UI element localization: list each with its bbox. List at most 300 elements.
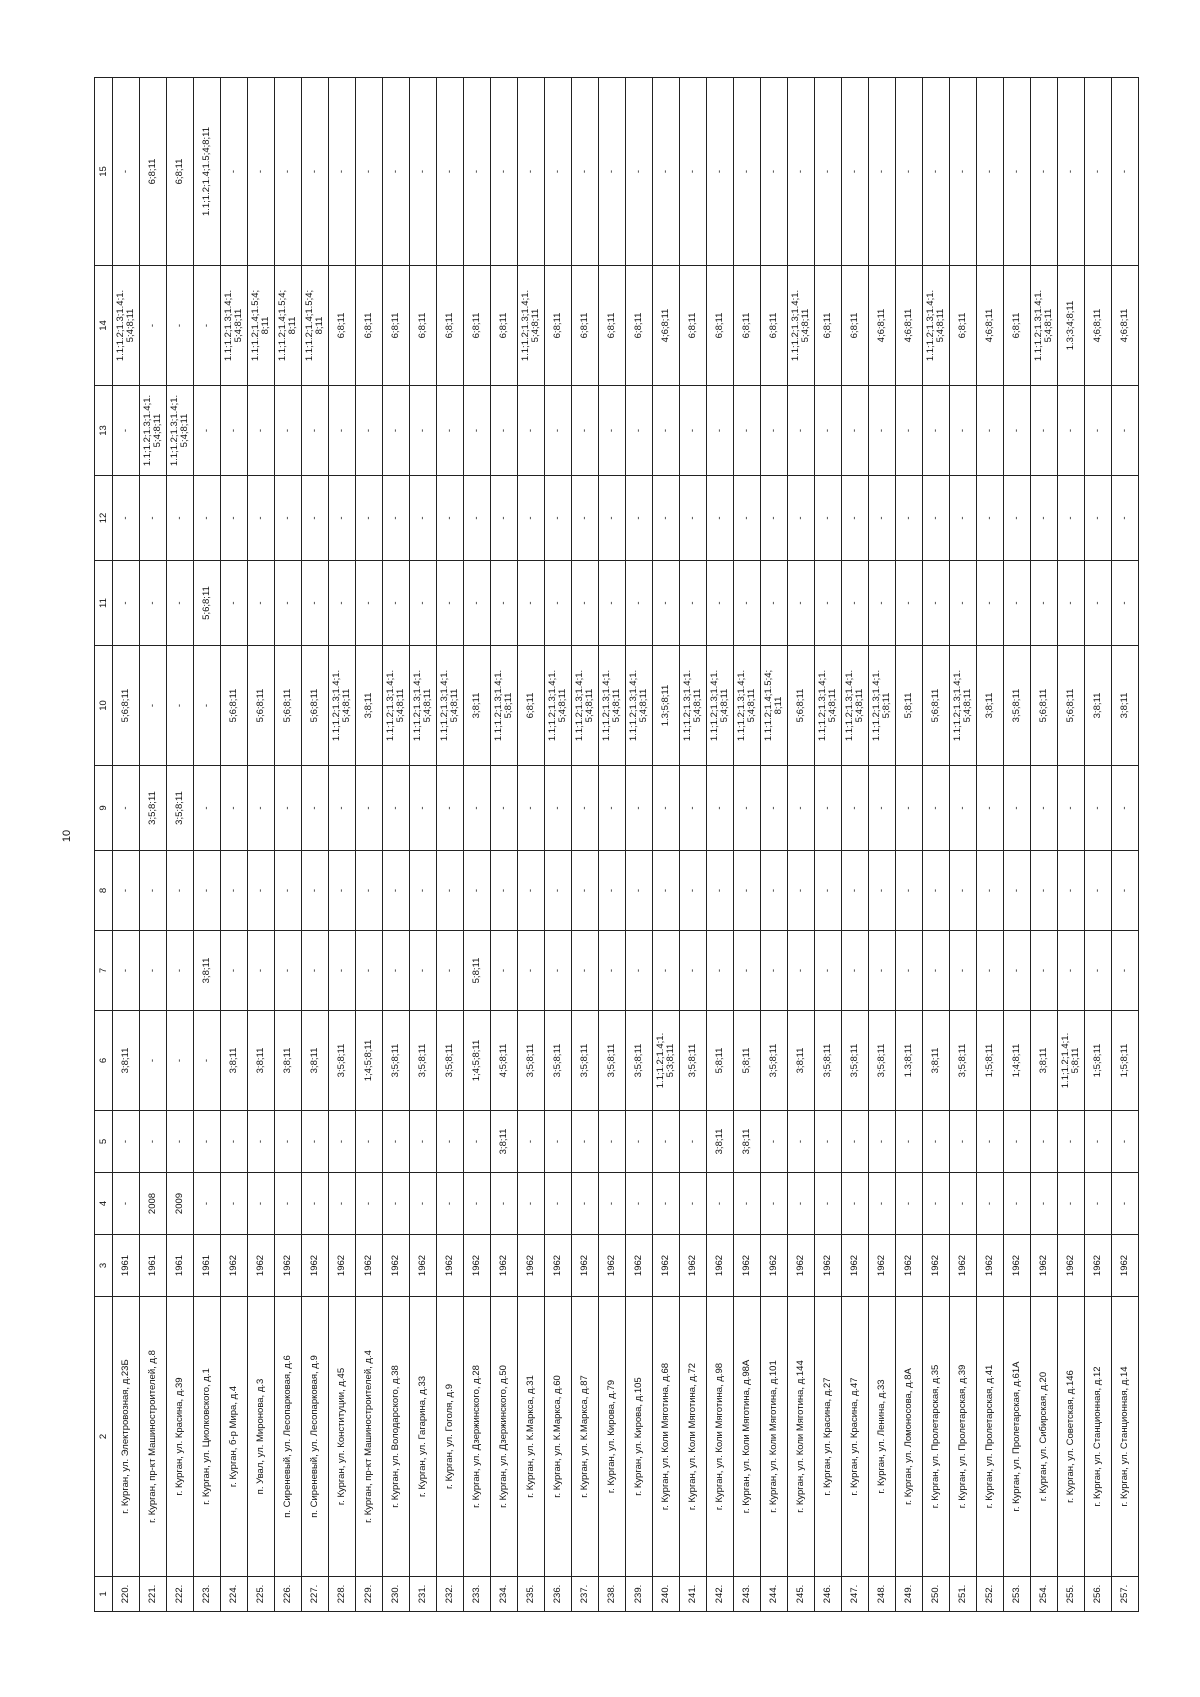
table-cell: - [1112,851,1139,931]
table-cell: - [680,766,707,851]
table-cell: - [437,1173,464,1235]
table-cell: - [167,931,194,1011]
table-cell: 1;4;8;11 [1004,1011,1031,1111]
table-cell: - [626,476,653,561]
table-cell: - [626,78,653,266]
table-cell: - [329,561,356,646]
table-cell: - [221,476,248,561]
table-body [113,78,1139,1612]
address-cell: г. Курган, ул. Ломоносова, д.8А [896,1297,923,1577]
column-header-3: 3 [95,1235,113,1297]
column-header-5: 5 [95,1111,113,1173]
address-cell: г. Курган, пр-кт Машиностроителей, д.4 [356,1297,383,1577]
table-cell: 6;8;11 [950,266,977,386]
table-cell: - [194,1011,221,1111]
table-cell: - [1085,931,1112,1011]
table-row [1058,78,1085,1612]
table-cell: - [167,476,194,561]
table-cell: - [302,1173,329,1235]
row-number-cell: 233. [464,1577,491,1612]
table-cell: 1.1;1.2;1.3;1.4;1. 5;4;8;11 [842,646,869,766]
table-cell: - [869,931,896,1011]
table-cell: - [410,766,437,851]
table-cell: - [518,78,545,266]
table-cell: - [545,766,572,851]
table-cell: - [140,1011,167,1111]
table-cell: - [1058,1173,1085,1235]
row-number-cell: 235. [518,1577,545,1612]
table-cell: 1.1;1.2;1.4;1.5;4;8;11 [194,78,221,266]
row-number-cell: 237. [572,1577,599,1612]
table-cell: - [545,386,572,476]
table-cell: - [815,78,842,266]
table-cell: - [248,1173,275,1235]
table-cell: - [950,386,977,476]
table-cell: - [1031,766,1058,851]
table-cell: - [815,766,842,851]
table-cell: - [221,386,248,476]
table-cell: - [1112,476,1139,561]
table-cell: 3;5;8;11 [437,1011,464,1111]
table-row [518,78,545,1612]
table-cell: - [113,561,140,646]
table-cell: - [545,78,572,266]
table-cell: 6;8;11 [437,266,464,386]
table-cell: 6;8;11 [329,266,356,386]
table-cell: 1;4;5;8;11 [356,1011,383,1111]
table-row [140,78,167,1612]
address-cell: г. Курган, ул. Советская, д.146 [1058,1297,1085,1577]
table-cell: - [383,766,410,851]
column-header-6: 6 [95,1011,113,1111]
table-cell: - [653,851,680,931]
table-cell: 1;4;5;8;11 [464,1011,491,1111]
table-cell: - [1031,1173,1058,1235]
table-cell: - [842,931,869,1011]
table-cell: 3;5;8;11 [572,1011,599,1111]
table-cell: - [1085,78,1112,266]
table-cell: 1;5;8;11 [977,1011,1004,1111]
row-number-cell: 228. [329,1577,356,1612]
table-cell: - [356,561,383,646]
table-cell: - [194,766,221,851]
table-cell: 1.1;1.2;1.4;1.5;4; 8;11 [302,266,329,386]
table-cell: - [140,851,167,931]
table-cell: - [896,1173,923,1235]
table-cell: - [140,646,167,766]
table-cell: 6;8;11 [1004,266,1031,386]
table-cell: 5;6;8;11 [923,646,950,766]
column-header-14: 14 [95,266,113,386]
table-cell: - [302,476,329,561]
table-cell: 1.3;3;4;8;11 [1058,266,1085,386]
table-cell: - [1004,386,1031,476]
table-cell: 6;8;11 [464,266,491,386]
table-cell: - [545,561,572,646]
table-cell: 1962 [491,1235,518,1297]
table-row [896,78,923,1612]
table-row [194,78,221,1612]
table-cell: 3;5;8;11 [167,766,194,851]
table-cell: 4;6;8;11 [1112,266,1139,386]
table-cell: 1962 [437,1235,464,1297]
table-cell: - [950,851,977,931]
table-cell: - [167,851,194,931]
table-cell: - [977,386,1004,476]
table-cell: 6;8;11 [545,266,572,386]
table-cell: - [626,851,653,931]
table-cell: - [977,1173,1004,1235]
table-cell: 1;5;8;11 [1112,1011,1139,1111]
table-cell: - [248,851,275,931]
column-header-10: 10 [95,646,113,766]
table-cell: - [248,386,275,476]
table-cell: - [734,386,761,476]
row-number-cell: 243. [734,1577,761,1612]
table-cell: - [923,851,950,931]
row-number-cell: 240. [653,1577,680,1612]
row-number-cell: 257. [1112,1577,1139,1612]
table-cell: - [545,851,572,931]
row-number-cell: 250. [923,1577,950,1612]
table-cell: 4;5;8;11 [491,1011,518,1111]
table-cell: 5;6;8;11 [194,561,221,646]
table-cell: - [329,476,356,561]
table-cell: 6;8;11 [815,266,842,386]
table-cell: - [437,851,464,931]
table-cell: 1962 [842,1235,869,1297]
table-cell: 5;8;11 [464,931,491,1011]
table-cell: 4;6;8;11 [653,266,680,386]
table-cell: - [896,78,923,266]
address-cell: г. Курган, ул. Дзержинского, д.50 [491,1297,518,1577]
table-cell: - [491,561,518,646]
table-cell: - [329,1111,356,1173]
address-cell: г. Курган, ул. Красина, д.39 [167,1297,194,1577]
table-cell: - [950,476,977,561]
table-cell: - [1085,1173,1112,1235]
table-cell: - [410,931,437,1011]
table-row [950,78,977,1612]
table-cell: - [464,386,491,476]
table-cell: - [923,1111,950,1173]
table-cell: 6;8;11 [680,266,707,386]
table-cell: - [788,1111,815,1173]
table-cell: 1961 [113,1235,140,1297]
table-cell: - [950,931,977,1011]
table-cell: - [626,561,653,646]
column-header-15: 15 [95,78,113,266]
table-cell: - [410,1111,437,1173]
table-cell: - [356,1173,383,1235]
row-number-cell: 224. [221,1577,248,1612]
table-row [356,78,383,1612]
table-cell: - [1112,386,1139,476]
table-cell: 1961 [140,1235,167,1297]
table-cell: - [653,766,680,851]
row-number-cell: 249. [896,1577,923,1612]
address-cell: г. Курган, ул. Сибирская, д.20 [1031,1297,1058,1577]
table-cell: 1.1;1.2;1.3;1.4;1. 5;8;11 [869,646,896,766]
table-row [302,78,329,1612]
table-cell: 3;8;11 [977,646,1004,766]
table-cell: - [842,1111,869,1173]
table-cell: 1.1;1.2;1.3;1.4;1. 5;4;8;11 [221,266,248,386]
table-cell: 3;8;11 [464,646,491,766]
table-cell: 1.1;1.2;1.3;1.4;1. 5;4;8;11 [383,646,410,766]
table-cell: - [761,78,788,266]
table-cell: - [356,931,383,1011]
table-cell: - [1058,931,1085,1011]
column-header-1: 1 [95,1577,113,1612]
table-cell: - [1031,476,1058,561]
table-cell: - [977,766,1004,851]
table-cell: 3;5;8;11 [950,1011,977,1111]
table-cell: 1.1;1.2;1.3;1.4;1. 5;4;8;11 [734,646,761,766]
table-cell: 1.1;1.2;1.4;1. 5;3;8;11 [653,1011,680,1111]
table-cell: - [113,386,140,476]
table-cell: - [113,851,140,931]
table-cell: - [896,1111,923,1173]
table-cell: - [545,931,572,1011]
table-cell: - [626,766,653,851]
table-cell: 5;6;8;11 [248,646,275,766]
table-cell: 3;8;11 [923,1011,950,1111]
table-cell: - [383,78,410,266]
address-cell: г. Курган, ул. Володарского, д.38 [383,1297,410,1577]
rotated-table-wrapper [94,78,1142,1612]
table-cell: 6;8;11 [626,266,653,386]
column-header-9: 9 [95,766,113,851]
table-cell: 4;6;8;11 [1085,266,1112,386]
table-cell: - [383,386,410,476]
table-cell: 3;5;8;11 [545,1011,572,1111]
table-row [680,78,707,1612]
table-cell: - [869,476,896,561]
table-cell: - [1112,1173,1139,1235]
row-number-cell: 239. [626,1577,653,1612]
table-cell: - [194,1173,221,1235]
table-cell: - [977,851,1004,931]
table-cell: 3;8;11 [221,1011,248,1111]
table-cell: - [464,561,491,646]
table-cell: - [869,78,896,266]
table-row [545,78,572,1612]
table-cell: - [383,1173,410,1235]
table-cell: - [167,561,194,646]
table-cell: - [221,78,248,266]
table-cell: 1962 [680,1235,707,1297]
table-cell: 1962 [896,1235,923,1297]
table-cell: - [275,386,302,476]
table-cell: - [275,851,302,931]
table-cell: 3;5;8;11 [869,1011,896,1111]
table-cell: - [761,1111,788,1173]
table-cell: - [113,931,140,1011]
row-number-cell: 252. [977,1577,1004,1612]
table-cell: 1.1;1.2;1.3;1.4;1. 5;4;8;11 [599,646,626,766]
table-cell: - [1031,1111,1058,1173]
address-cell: г. Курган, ул. Пролетарская, д.35 [923,1297,950,1577]
table-row [491,78,518,1612]
table-cell: - [194,266,221,386]
table-cell: - [329,78,356,266]
table-cell: - [761,851,788,931]
address-cell: г. Курган, ул. Электровозная, д.23Б [113,1297,140,1577]
table-cell: 1.1;1.2;1.3;1.4;1. 5;4;8;11 [140,386,167,476]
table-cell: 6;8;11 [383,266,410,386]
row-number-cell: 234. [491,1577,518,1612]
table-cell: - [653,931,680,1011]
table-cell: - [842,851,869,931]
table-cell: - [896,931,923,1011]
row-number-cell: 256. [1085,1577,1112,1612]
table-cell: - [815,931,842,1011]
table-cell: 1962 [869,1235,896,1297]
table-cell: - [599,851,626,931]
table-cell: - [977,476,1004,561]
row-number-cell: 255. [1058,1577,1085,1612]
table-cell: - [491,78,518,266]
table-cell: - [113,766,140,851]
table-cell: - [464,476,491,561]
table-cell: 1962 [302,1235,329,1297]
address-cell: г. Курган, ул. Пролетарская, д.41 [977,1297,1004,1577]
table-cell: 1962 [1085,1235,1112,1297]
address-cell: г. Курган, ул. Кирова, д.79 [599,1297,626,1577]
table-cell: - [356,1111,383,1173]
table-cell: 6;8;11 [707,266,734,386]
table-cell: - [113,1173,140,1235]
table-cell: 1.1;1.2;1.3;1.4;1. 5;4;8;11 [950,646,977,766]
table-cell: 1962 [761,1235,788,1297]
table-cell: - [815,1111,842,1173]
table-cell: - [437,931,464,1011]
column-header-7: 7 [95,931,113,1011]
table-cell: 3;5;8;11 [383,1011,410,1111]
table-cell: 1962 [248,1235,275,1297]
table-cell: - [923,561,950,646]
table-cell: - [383,931,410,1011]
table-cell: - [1004,766,1031,851]
table-cell: - [1058,476,1085,561]
table-cell: 3;8;11 [1112,646,1139,766]
address-cell: г. Курган, ул. Циолковского, д.1 [194,1297,221,1577]
table-row [437,78,464,1612]
table-cell: - [518,931,545,1011]
address-cell: г. Курган, ул. Кирова, д.105 [626,1297,653,1577]
table-cell: 1962 [410,1235,437,1297]
table-header [95,78,113,1612]
table-cell: - [410,851,437,931]
table-cell: - [788,78,815,266]
table-cell: - [356,851,383,931]
table-cell: - [518,1111,545,1173]
table-row [248,78,275,1612]
table-row [788,78,815,1612]
table-cell: 1.1;1.2;1.3;1.4;1. 5;4;8;11 [113,266,140,386]
table-cell: - [491,476,518,561]
table-cell: - [194,476,221,561]
table-cell: - [383,1111,410,1173]
table-cell: 1.1;1.2;1.3;1.4;1. 5;4;8;11 [410,646,437,766]
table-cell: - [140,476,167,561]
table-cell: - [653,78,680,266]
table-cell: - [734,766,761,851]
row-number-cell: 229. [356,1577,383,1612]
table-cell: - [599,476,626,561]
table-cell: - [518,766,545,851]
table-cell: - [221,851,248,931]
table-cell: 1962 [572,1235,599,1297]
table-cell: - [464,851,491,931]
table-cell: - [194,646,221,766]
table-cell: - [761,476,788,561]
table-cell: 3;8;11 [788,1011,815,1111]
table-row [221,78,248,1612]
table-cell: - [788,386,815,476]
table-cell: - [896,476,923,561]
table-cell: - [275,561,302,646]
table-cell: 1.1;1.2;1.4;1. 5;8;11 [1058,1011,1085,1111]
table-cell: - [464,78,491,266]
table-cell: - [707,1173,734,1235]
table-cell: - [734,931,761,1011]
table-cell: 4;6;8;11 [977,266,1004,386]
table-cell: 1962 [329,1235,356,1297]
table-cell: - [950,561,977,646]
table-cell: - [491,851,518,931]
table-cell: - [734,78,761,266]
table-cell: 4;6;8;11 [869,266,896,386]
table-cell: - [518,1173,545,1235]
table-cell: - [248,1111,275,1173]
table-cell: - [113,476,140,561]
table-cell: 3;8;11 [356,646,383,766]
table-cell: - [680,1173,707,1235]
table-cell: - [923,78,950,266]
table-cell: 1962 [518,1235,545,1297]
table-cell: - [248,931,275,1011]
table-cell: - [788,1173,815,1235]
table-cell: 1962 [1058,1235,1085,1297]
table-cell: - [599,766,626,851]
address-cell: п. Увал, ул. Миронова, д.3 [248,1297,275,1577]
table-cell: - [572,476,599,561]
row-number-cell: 220. [113,1577,140,1612]
address-cell: г. Курган, ул. Красина, д.47 [842,1297,869,1577]
table-cell: - [815,1173,842,1235]
table-cell: - [626,386,653,476]
table-cell: - [248,78,275,266]
table-cell: - [572,766,599,851]
table-cell: - [1085,386,1112,476]
table-cell: - [491,931,518,1011]
table-cell: 1962 [464,1235,491,1297]
table-row [734,78,761,1612]
table-cell: - [464,1173,491,1235]
table-cell: - [518,386,545,476]
table-cell: - [1112,766,1139,851]
table-cell: 3;5;8;11 [761,1011,788,1111]
table-cell: - [302,561,329,646]
table-cell: - [221,766,248,851]
table-cell: - [1004,931,1031,1011]
table-cell: - [815,561,842,646]
table-cell: - [707,386,734,476]
table-cell: - [437,78,464,266]
table-cell: 1961 [194,1235,221,1297]
